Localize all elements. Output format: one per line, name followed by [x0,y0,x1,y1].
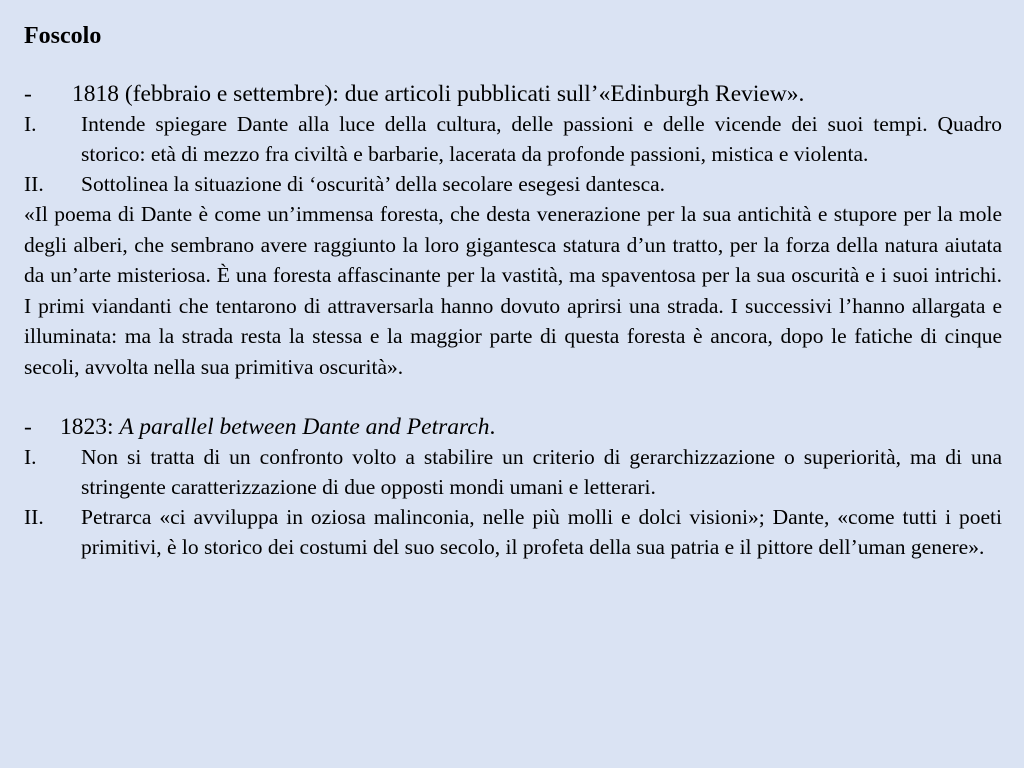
item-text: Sottolinea la situazione di ‘oscurità’ della secolare esegesi dantesca. [81,172,666,196]
foscolo-quote: «Il poema di Dante è come un’immensa foresta, che desta venerazione per la sua antichità e stupore per la mole degli alberi, che sembrano avere raggiunto la loro gigantesca statura d’un tratto, per la forza della natura aiutata da un’arte misteriosa. È una foresta affascinante per la vastità, ma spaventosa per la sua oscurità e i suoi intrichi. I primi viandanti che tentarono di attraversarla hanno dovuto aprirsi una strada. I successivi l’hanno allargata e illuminata: ma la strada resta la stessa e la maggior parte di questa foresta è ancora, dopo le fatiche di cinque secoli, avvolta nella sua primitiva oscurità». [24,202,1002,379]
work-title: A parallel between Dante and Petrarch [119,414,490,440]
item-text: Petrarca «ci avviluppa in oziosa malinconia, nelle più molli e dolci visioni»; Dante, «come tutti i poeti primitivi, è lo storico dei costumi del suo secolo, il profeta della sua patria e il pittore dell’uman genere». [81,505,1002,559]
heading-year: 1823: [60,414,114,440]
roman-numeral: II. [24,505,44,529]
section-1823-heading [24,412,1002,442]
spacer [24,52,1002,79]
dash-bullet: - [24,81,32,107]
item-text: Intende spiegare Dante alla luce della cultura, delle passioni e delle vicende dei suoi tempi. Quadro storico: età di mezzo fra civiltà e barbarie, lacerata da profonde passioni, mistica e violenta. [81,112,1002,166]
spacer [24,382,1002,412]
roman-numeral: II. [24,172,44,196]
list-item [24,442,1002,502]
roman-numeral: I. [24,445,37,469]
slide-title: Foscolo [24,23,102,49]
dash-bullet: - [24,414,32,440]
list-item [24,109,1002,169]
list-item [24,169,1002,199]
heading-period: . [489,414,496,440]
heading-text: 1818 (febbraio e settembre): due articoli pubblicati sull’«Edinburgh Review». [72,81,805,107]
roman-numeral: I. [24,112,37,136]
list-item [24,502,1002,562]
section-1818-heading [24,79,1002,109]
item-text: Non si tratta di un confronto volto a stabilire un criterio di gerarchizzazione o superiorità, ma di una stringente caratterizzazione di due opposti mondi umani e letterari. [81,445,1002,499]
